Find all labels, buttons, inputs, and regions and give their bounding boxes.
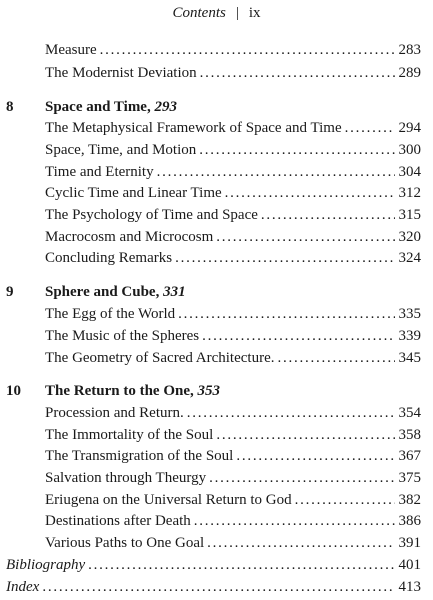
dot-leader [187,403,395,423]
toc-entry-label: The Music of the Spheres [45,328,200,344]
toc-entry-page: 304 [398,164,421,180]
toc-entry[interactable] [45,63,421,83]
toc-entry[interactable] [45,403,421,423]
toc-entry-page: 358 [398,427,421,443]
toc-entry-label: Concluding Remarks [45,250,173,266]
toc-entry[interactable] [45,425,421,445]
chapter-title: Space and Time, [45,99,151,115]
toc-entry[interactable] [45,248,421,268]
toc-entry-label: The Metaphysical Framework of Space and Time [45,120,342,136]
toc-entry-label: Procession and Return. [45,405,184,421]
dot-leader [100,40,395,60]
toc-entry-label: Macrocosm and Microcosm [45,229,214,245]
dot-leader [209,468,394,488]
toc-entry-label: Space, Time, and Motion [45,142,197,158]
toc-entry-label: The Transmigration of the Soul [45,448,234,464]
toc-entry[interactable] [45,348,421,368]
toc-entry-page: 312 [398,185,421,201]
chapter-page: 331 [163,284,186,300]
dot-leader [216,425,394,445]
toc-entry-page: 401 [398,557,421,573]
running-head-title: Contents [172,5,226,21]
chapter-number: 8 [6,99,14,115]
toc-entry-page: 289 [398,65,421,81]
toc-entry-label: Measure [45,42,97,58]
toc-entry-page: 300 [398,142,421,158]
toc-entry-label: Eriugena on the Universal Return to God [45,492,292,508]
toc-entry-label: Salvation through Theurgy [45,470,207,486]
toc-entry[interactable] [45,326,421,346]
toc-entry-label: Cyclic Time and Linear Time [45,185,222,201]
toc-entry-label: The Immortality of the Soul [45,427,214,443]
chapter-title: The Return to the One, [45,383,194,399]
dot-leader [225,183,395,203]
dot-leader [175,248,394,268]
dot-leader [345,118,395,138]
dot-leader [200,63,395,83]
dot-leader [261,205,395,225]
chapter-page: 293 [154,99,177,115]
running-head-separator: | [235,5,239,21]
dot-leader [216,227,394,247]
dot-leader [207,533,394,553]
toc-entry[interactable] [45,162,421,182]
chapter-title: Sphere and Cube, [45,284,160,300]
toc-entry-page: 283 [398,42,421,58]
dot-leader [178,304,394,324]
toc-entry-label: The Egg of the World [45,306,176,322]
toc-entry-label: The Modernist Deviation [45,65,197,81]
dot-leader [202,326,394,346]
dot-leader [295,490,395,510]
toc-entry-page: 324 [398,250,421,266]
toc-entry-page: 320 [398,229,421,245]
toc-entry-label: The Geometry of Sacred Architecture. [45,350,275,366]
toc-entry-index[interactable] [6,577,421,597]
chapter-page: 353 [197,383,220,399]
dot-leader [42,577,394,597]
toc-entry[interactable] [45,140,421,160]
toc-entry-label: Destinations after Death [45,513,191,529]
toc-entry-label: Bibliography [6,557,86,573]
dot-leader [199,140,394,160]
dot-leader [277,348,394,368]
dot-leader [236,446,394,466]
running-head [0,4,433,22]
toc-entry-page: 345 [398,350,421,366]
toc-entry[interactable] [45,468,421,488]
toc-entry-page: 375 [398,470,421,486]
toc-entry[interactable] [45,446,421,466]
toc-entry-page: 315 [398,207,421,223]
toc-entry-page: 335 [398,306,421,322]
toc-entry[interactable] [45,227,421,247]
dot-leader [88,555,394,575]
toc-entry-label: Various Paths to One Goal [45,535,205,551]
toc-entry-page: 367 [398,448,421,464]
toc-entry-label: Time and Eternity [45,164,154,180]
toc-entry[interactable] [45,533,421,553]
toc-entry[interactable] [45,205,421,225]
toc-entry-page: 294 [398,120,421,136]
toc-entry-page: 386 [398,513,421,529]
dot-leader [194,511,395,531]
toc-entry[interactable] [45,511,421,531]
toc-entry-page: 339 [398,328,421,344]
toc-entry[interactable] [45,490,421,510]
toc-entry[interactable] [45,183,421,203]
toc-entry-label: Index [6,579,40,595]
dot-leader [157,162,395,182]
toc-entry-page: 391 [398,535,421,551]
toc-entry[interactable] [45,118,421,138]
running-head-page-number: ix [248,5,261,21]
toc-entry-bibliography[interactable] [6,555,421,575]
toc-entry[interactable] [45,304,421,324]
toc-entry-page: 382 [398,492,421,508]
chapter-number: 9 [6,284,14,300]
toc-entry-label: The Psychology of Time and Space [45,207,258,223]
toc-entry-page: 354 [398,405,421,421]
toc-entry[interactable] [45,40,421,60]
toc-entry-page: 413 [398,579,421,595]
chapter-number: 10 [6,383,21,399]
